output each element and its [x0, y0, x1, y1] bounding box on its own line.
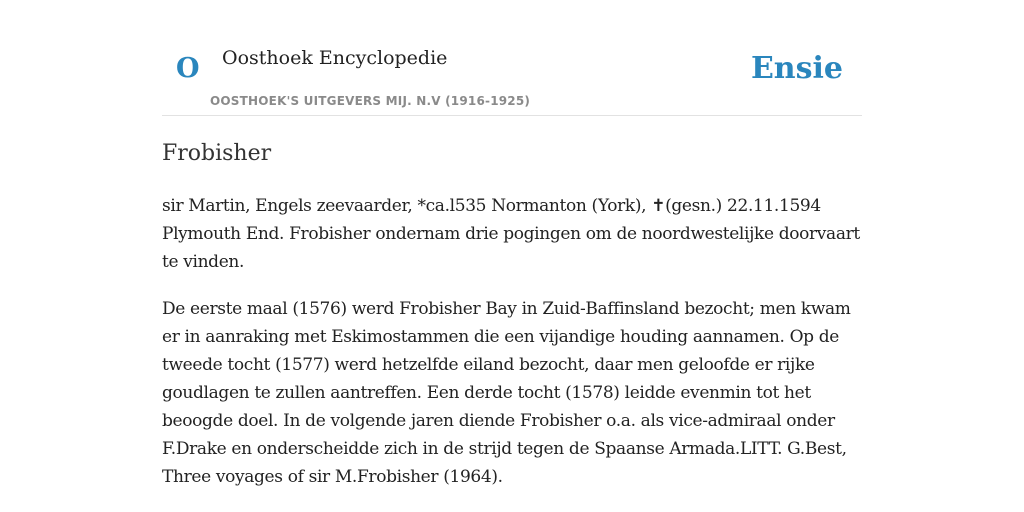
article-paragraph: De eerste maal (1576) werd Frobisher Bay in Zuid-Baffinsland bezocht; men kwam er in aanraking met Eskimostammen die een vijandige houding aannamen. Op de tweede tocht (1577) werd hetzelfde eiland bezocht, daar men geloofde er rijke goudlagen te zullen aantreffen. Een derde tocht (1578) leidde evenmin tot het beoogde doel. In de volgende jaren diende Frobisher o.a. als vice-admiraal onder F.Drake en onderscheidde zich in de strijd tegen de Spaanse Armada.LITT. G.Best, Three voyages of sir M.Frobisher (1964).	[162, 299, 851, 487]
ensie-brand-link[interactable]: Ensie	[750, 51, 843, 86]
site-title-link[interactable]: Oosthoek Encyclopedie	[222, 47, 448, 69]
site-header	[162, 0, 862, 116]
publisher-subtitle: OOSTHOEK'S UITGEVERS MIJ. N.V (1916-1925)	[210, 94, 531, 108]
article-paragraph: sir Martin, Engels zeevaarder, *ca.l535 Normanton (York), ✝(gesn.) 22.11.1594 Plymouth End. Frobisher ondernam drie pogingen om de noordwestelijke doorvaart te vinden.	[162, 196, 860, 272]
entry-title: Frobisher	[162, 141, 272, 166]
article-content	[162, 138, 862, 491]
oosthoek-logo-letter[interactable]: O	[176, 53, 200, 84]
